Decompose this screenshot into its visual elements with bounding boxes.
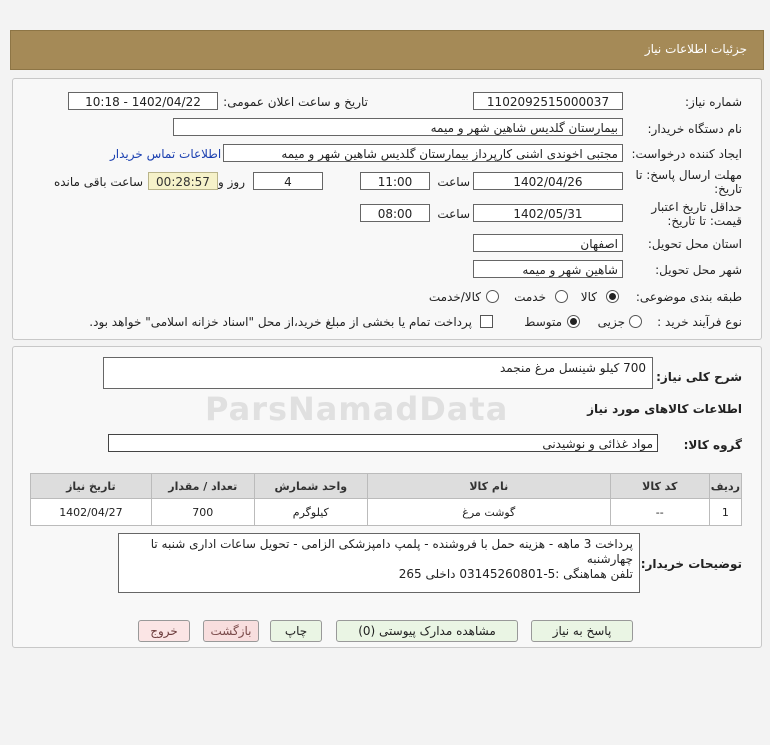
- page-title: جزئیات اطلاعات نیاز: [644, 42, 747, 56]
- buyer-field: بیمارستان گلدیس شاهین شهر و میمه: [173, 118, 623, 136]
- process-medium-radio[interactable]: [567, 315, 580, 328]
- summary-label: شرح کلی نیاز:: [656, 370, 742, 384]
- buyer-notes-line-3: تلفن هماهنگی :5-03145260801 داخلی 265: [398, 567, 633, 581]
- deadline-label: مهلت ارسال پاسخ: تا: [635, 168, 742, 182]
- creator-field: مجتبی اخوندی اشنی کارپرداز بیمارستان گلدیس شاهین شهر و میمه: [223, 144, 623, 162]
- header-bar: [10, 30, 764, 70]
- buyer-notes-label: توضیحات خریدار:: [640, 557, 742, 571]
- category-goods-radio[interactable]: [606, 290, 619, 303]
- city-field: شاهین شهر و میمه: [473, 260, 623, 278]
- days-field: 4: [253, 172, 323, 190]
- cell-date: 1402/04/27: [31, 499, 152, 526]
- validity-date-field: 1402/05/31: [473, 204, 623, 222]
- deadline-time-field: 11:00: [360, 172, 430, 190]
- validity-time-label: ساعت: [437, 207, 470, 221]
- days-label: روز و: [218, 175, 245, 189]
- province-label: استان محل تحویل:: [647, 237, 742, 251]
- contact-info-link[interactable]: اطلاعات تماس خریدار: [110, 147, 222, 161]
- buyer-notes-line-2: چهارشنبه: [586, 552, 633, 566]
- category-goods-service-label: کالا/خدمت: [428, 290, 481, 304]
- deadline-label-2: تاریخ:: [714, 182, 742, 196]
- group-label: گروه کالا:: [683, 438, 742, 452]
- process-minor-radio[interactable]: [629, 315, 642, 328]
- need-number-field: 1102092515000037: [473, 92, 623, 110]
- cell-qty: 700: [151, 499, 254, 526]
- announce-label: تاریخ و ساعت اعلان عمومی:: [223, 95, 368, 109]
- process-minor-label: جزیی: [597, 315, 625, 329]
- summary-field: 700 کیلو شینسل مرغ منجمد: [103, 357, 653, 389]
- table-row: [31, 499, 742, 526]
- need-number-label: شماره نیاز:: [685, 95, 742, 109]
- cell-unit: کیلوگرم: [254, 499, 367, 526]
- col-header-qty: تعداد / مقدار: [151, 474, 254, 499]
- col-header-unit: واحد شمارش: [254, 474, 367, 499]
- buyer-label: نام دستگاه خریدار:: [647, 122, 742, 136]
- remaining-time-field: 00:28:57: [148, 172, 218, 190]
- creator-label: ایجاد کننده درخواست:: [631, 147, 742, 161]
- category-label: طبقه بندی موضوعی:: [635, 290, 742, 304]
- buyer-notes-line-1: پرداخت 3 ماهه - هزینه حمل با فروشنده - پلمپ دامپزشکی الزامی - تحویل ساعات اداری شنبه تا: [150, 537, 633, 551]
- process-medium-label: متوسط: [524, 315, 562, 329]
- col-header-code: کد کالا: [610, 474, 709, 499]
- col-header-row: ردیف: [709, 474, 741, 499]
- remaining-time-label: ساعت باقی مانده: [53, 175, 143, 189]
- group-field: مواد غذائی و نوشیدنی: [108, 434, 658, 452]
- exit-button[interactable]: خروج: [138, 620, 190, 642]
- attachments-button[interactable]: مشاهده مدارک پیوستی (0): [336, 620, 518, 642]
- goods-info-heading: اطلاعات کالاهای مورد نیاز: [587, 402, 742, 416]
- col-header-date: تاریخ نیاز: [31, 474, 152, 499]
- validity-label-2: قیمت: تا تاریخ:: [667, 214, 742, 228]
- category-goods-service-radio[interactable]: [486, 290, 499, 303]
- deadline-time-label: ساعت: [437, 175, 470, 189]
- cell-name: گوشت مرغ: [367, 499, 610, 526]
- reply-button[interactable]: پاسخ به نیاز: [531, 620, 633, 642]
- process-label: نوع فرآیند خرید :: [657, 315, 742, 329]
- back-button[interactable]: بازگشت: [203, 620, 259, 642]
- city-label: شهر محل تحویل:: [655, 263, 742, 277]
- print-button[interactable]: چاپ: [270, 620, 322, 642]
- col-header-name: نام کالا: [367, 474, 610, 499]
- cell-row: 1: [709, 499, 741, 526]
- treasury-payment-note: پرداخت تمام یا بخشی از مبلغ خرید،از محل "اسناد خزانه اسلامی" خواهد بود.: [89, 315, 472, 329]
- category-service-label: خدمت: [514, 290, 546, 304]
- buyer-notes-field: [118, 533, 640, 593]
- cell-code: --: [610, 499, 709, 526]
- validity-label: حداقل تاریخ اعتبار: [651, 200, 742, 214]
- deadline-date-field: 1402/04/26: [473, 172, 623, 190]
- announce-field: 1402/04/22 - 10:18: [68, 92, 218, 110]
- watermark: ParsNamadData: [205, 390, 509, 428]
- category-goods-label: کالا: [580, 290, 597, 304]
- province-field: اصفهان: [473, 234, 623, 252]
- category-service-radio[interactable]: [555, 290, 568, 303]
- goods-table: [30, 473, 742, 526]
- treasury-payment-checkbox[interactable]: [480, 315, 493, 328]
- validity-time-field: 08:00: [360, 204, 430, 222]
